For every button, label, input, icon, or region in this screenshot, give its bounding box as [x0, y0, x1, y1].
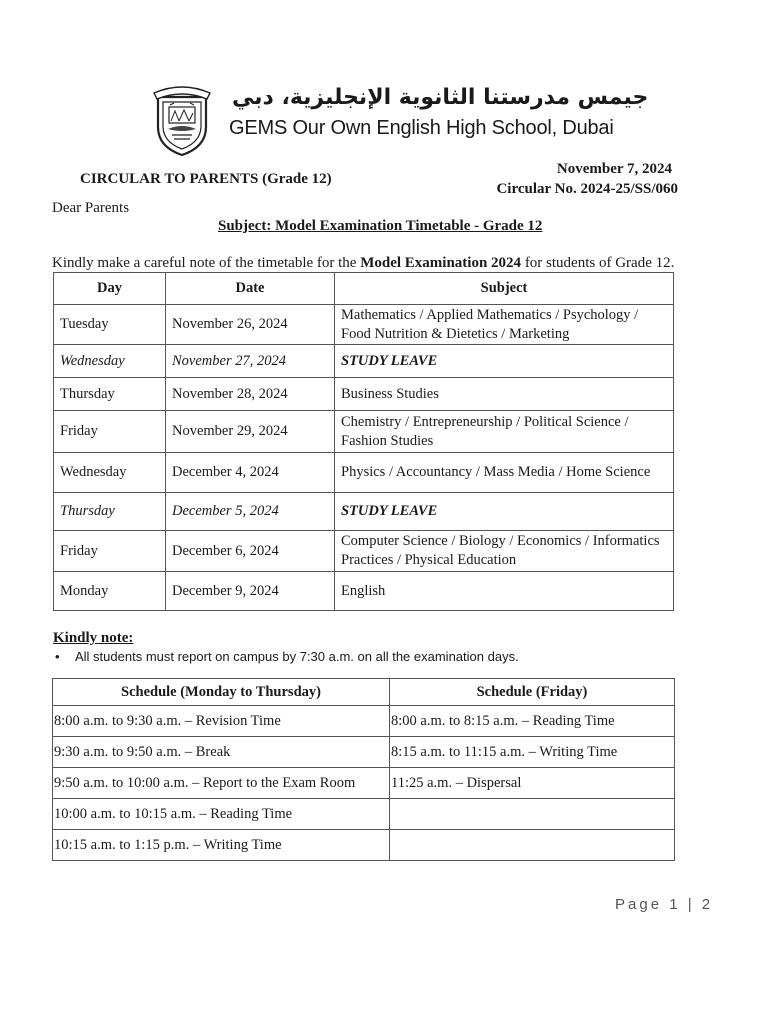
date-cell: December 4, 2024 — [166, 453, 335, 493]
day-cell: Thursday — [54, 493, 166, 531]
day-cell: Tuesday — [54, 305, 166, 345]
date-cell: November 27, 2024 — [166, 345, 335, 378]
date-cell: December 5, 2024 — [166, 493, 335, 531]
table-row — [53, 768, 675, 799]
intro-text-before: Kindly make a careful note of the timetable for the — [52, 255, 361, 271]
column-header-mon-thu: Schedule (Monday to Thursday) — [53, 679, 390, 706]
schedule-cell: 9:30 a.m. to 9:50 a.m. – Break — [53, 737, 390, 768]
intro-text-bold: Model Examination 2024 — [360, 255, 522, 271]
exam-timetable — [53, 272, 674, 611]
subject-cell: English — [335, 572, 674, 611]
subject-cell: Chemistry / Entrepreneurship / Political Science / Fashion Studies — [335, 411, 674, 453]
table-row — [53, 830, 675, 861]
table-row — [53, 799, 675, 830]
day-cell: Friday — [54, 411, 166, 453]
subject-cell: Mathematics / Applied Mathematics / Psychology / Food Nutrition & Dietetics / Marketing — [335, 305, 674, 345]
table-header-row — [54, 273, 674, 305]
day-cell: Friday — [54, 531, 166, 572]
school-crest-logo — [150, 83, 214, 157]
table-row — [54, 378, 674, 411]
table-header-row — [53, 679, 675, 706]
date-cell: December 9, 2024 — [166, 572, 335, 611]
day-cell: Wednesday — [54, 453, 166, 493]
school-name-arabic: جيمس مدرستنا الثانوية الإنجليزية، دبي — [232, 85, 649, 110]
column-header-subject: Subject — [335, 273, 674, 305]
day-cell: Thursday — [54, 378, 166, 411]
schedule-cell: 8:00 a.m. to 8:15 a.m. – Reading Time — [390, 706, 675, 737]
table-row — [54, 572, 674, 611]
subject-cell: Computer Science / Biology / Economics / Informatics Practices / Physical Education — [335, 531, 674, 572]
schedule-cell: 9:50 a.m. to 10:00 a.m. – Report to the Exam Room — [53, 768, 390, 799]
schedule-cell: 8:15 a.m. to 11:15 a.m. – Writing Time — [390, 737, 675, 768]
schedule-cell — [390, 830, 675, 861]
bullet-icon: • — [55, 649, 60, 664]
table-row — [54, 453, 674, 493]
table-row — [54, 411, 674, 453]
date-cell: November 26, 2024 — [166, 305, 335, 345]
school-name-english: GEMS Our Own English High School, Dubai — [229, 117, 614, 139]
circular-date: November 7, 2024 — [556, 161, 672, 177]
circular-title: CIRCULAR TO PARENTS (Grade 12) — [80, 171, 332, 187]
table-row — [53, 706, 675, 737]
column-header-friday: Schedule (Friday) — [390, 679, 675, 706]
circular-number: Circular No. 2024-25/SS/060 — [496, 181, 678, 197]
schedule-cell: 11:25 a.m. – Dispersal — [390, 768, 675, 799]
table-row — [54, 345, 674, 378]
table-row — [53, 737, 675, 768]
day-cell: Wednesday — [54, 345, 166, 378]
subject-cell: Physics / Accountancy / Mass Media / Home Science — [335, 453, 674, 493]
subject-cell: STUDY LEAVE — [335, 493, 674, 531]
schedule-cell — [390, 799, 675, 830]
subject-cell: Business Studies — [335, 378, 674, 411]
day-cell: Monday — [54, 572, 166, 611]
date-cell: November 28, 2024 — [166, 378, 335, 411]
greeting: Dear Parents — [52, 200, 130, 216]
page-number: Page 1 | 2 — [615, 896, 714, 913]
table-row — [54, 493, 674, 531]
date-cell: November 29, 2024 — [166, 411, 335, 453]
subject-line: Subject: Model Examination Timetable - Grade 12 — [218, 218, 543, 234]
intro-paragraph — [52, 255, 674, 272]
table-row — [54, 305, 674, 345]
table-row — [54, 531, 674, 572]
column-header-day: Day — [54, 273, 166, 305]
intro-text-after: for students of Grade 12. — [521, 255, 675, 271]
notes-heading: Kindly note: — [53, 630, 134, 646]
schedule-cell: 10:15 a.m. to 1:15 p.m. – Writing Time — [53, 830, 390, 861]
note-item — [53, 649, 519, 664]
column-header-date: Date — [166, 273, 335, 305]
note-text: All students must report on campus by 7:30 a.m. on all the examination days. — [75, 649, 519, 664]
schedule-cell: 8:00 a.m. to 9:30 a.m. – Revision Time — [53, 706, 390, 737]
daily-schedule-table — [52, 678, 675, 861]
date-cell: December 6, 2024 — [166, 531, 335, 572]
subject-cell: STUDY LEAVE — [335, 345, 674, 378]
schedule-cell: 10:00 a.m. to 10:15 a.m. – Reading Time — [53, 799, 390, 830]
